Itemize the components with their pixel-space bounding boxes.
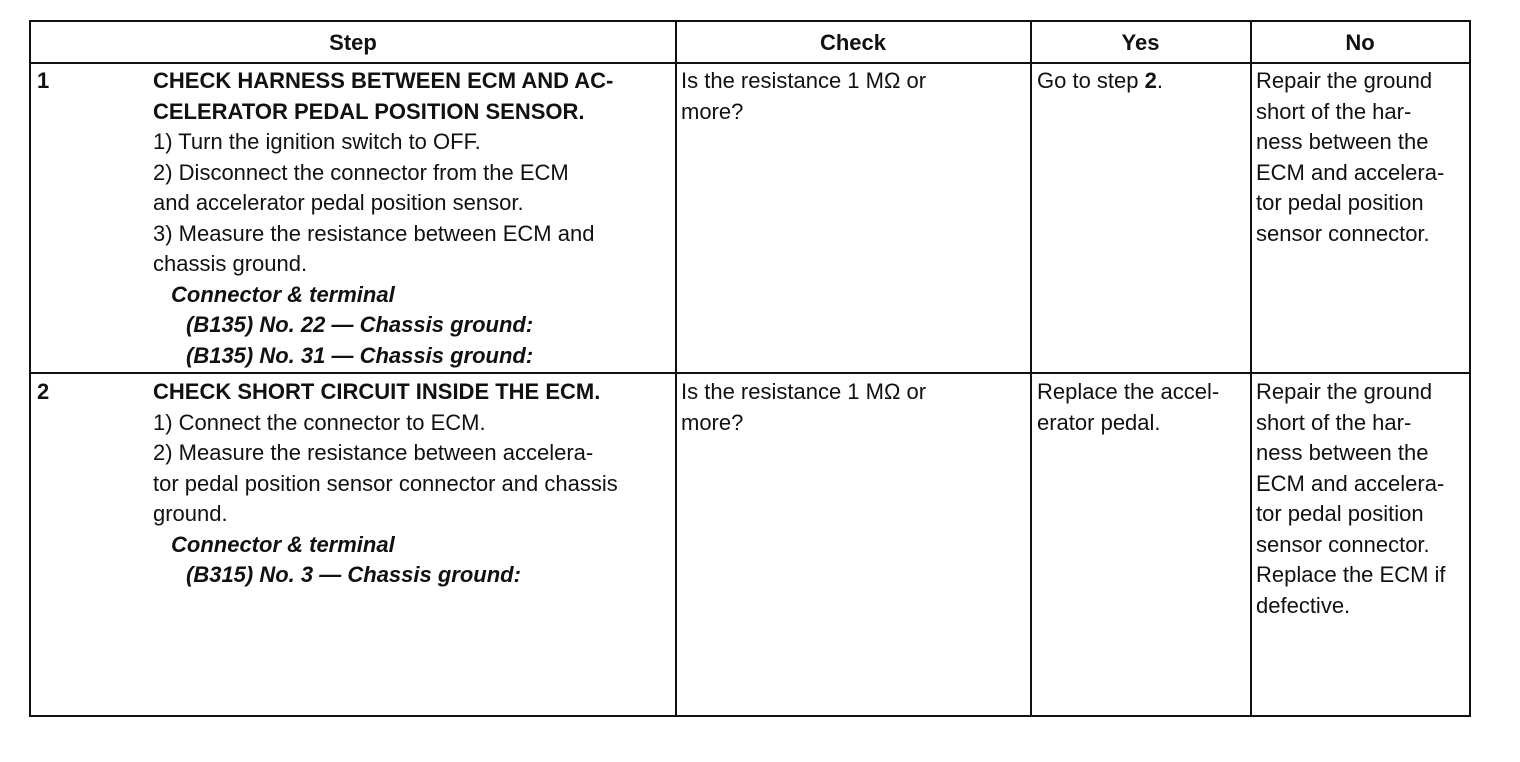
yes-cell — [1037, 377, 1247, 438]
yes-text: Replace the accel- — [1037, 379, 1220, 404]
instruction-line: tor pedal position sensor connector and chassis — [153, 470, 618, 496]
terminal-line: (B135) No. 22 — Chassis ground: — [186, 312, 534, 337]
check-text: Is the resistance 1 MΩ or — [681, 379, 927, 404]
check-cell — [681, 66, 1026, 127]
yes-suffix: . — [1156, 68, 1163, 93]
no-text: Repair the ground — [1256, 379, 1433, 404]
no-text: ness between the — [1256, 129, 1429, 154]
no-text: ness between the — [1256, 440, 1429, 465]
no-text: short of the har- — [1256, 409, 1412, 435]
header-check: Check — [819, 29, 887, 55]
yes-step-ref: 2 — [1144, 68, 1157, 93]
column-divider — [675, 22, 677, 715]
yes-text: erator pedal. — [1037, 409, 1161, 435]
instruction-line: 3) Measure the resistance between ECM and — [153, 220, 595, 246]
terminal-line: (B315) No. 3 — Chassis ground: — [186, 562, 521, 587]
no-text: tor pedal position — [1256, 501, 1424, 526]
diagnostic-table — [29, 20, 1471, 717]
terminal-line: (B135) No. 31 — Chassis ground: — [186, 342, 534, 368]
instruction-line: 2) Measure the resistance between accelera- — [153, 440, 594, 465]
yes-prefix: Go to step — [1037, 68, 1145, 93]
row-divider — [31, 372, 1469, 374]
no-text: Repair the ground — [1256, 68, 1433, 93]
step-title: CHECK SHORT CIRCUIT INSIDE THE ECM. — [153, 379, 601, 404]
instruction-line: 1) Turn the ignition switch to OFF. — [153, 129, 481, 154]
no-text: tor pedal position — [1256, 190, 1424, 215]
header-yes: Yes — [1121, 29, 1160, 55]
column-divider — [1030, 22, 1032, 715]
step-description — [153, 377, 673, 591]
instruction-line: 2) Disconnect the connector from the ECM — [153, 159, 569, 185]
step-description — [153, 66, 673, 371]
no-cell — [1256, 66, 1468, 249]
no-text: sensor connector. — [1256, 220, 1430, 246]
no-text: sensor connector. — [1256, 531, 1430, 557]
check-text: more? — [681, 409, 744, 435]
no-text: ECM and accelera- — [1256, 470, 1445, 496]
connector-label: Connector & terminal — [171, 531, 395, 557]
step-number: 1 — [37, 68, 50, 93]
no-text: short of the har- — [1256, 98, 1412, 124]
yes-cell — [1037, 66, 1247, 97]
instruction-line: and accelerator pedal position sensor. — [153, 190, 524, 215]
step-title: CELERATOR PEDAL POSITION SENSOR. — [153, 98, 585, 124]
check-text: more? — [681, 98, 744, 124]
connector-label: Connector & terminal — [171, 281, 395, 307]
check-cell — [681, 377, 1026, 438]
step-title: CHECK HARNESS BETWEEN ECM AND AC- — [153, 68, 614, 93]
step-number: 2 — [37, 379, 50, 404]
column-divider — [1250, 22, 1252, 715]
instruction-line: ground. — [153, 501, 228, 526]
yes-text — [1037, 66, 1247, 97]
header-step: Step — [329, 29, 377, 55]
no-text: ECM and accelera- — [1256, 159, 1445, 185]
instruction-line: 1) Connect the connector to ECM. — [153, 409, 486, 435]
no-cell — [1256, 377, 1468, 621]
instruction-line: chassis ground. — [153, 251, 308, 276]
check-text: Is the resistance 1 MΩ or — [681, 68, 927, 93]
header-no: No — [1345, 29, 1375, 55]
no-text: Replace the ECM if — [1256, 562, 1446, 587]
no-text: defective. — [1256, 592, 1351, 618]
